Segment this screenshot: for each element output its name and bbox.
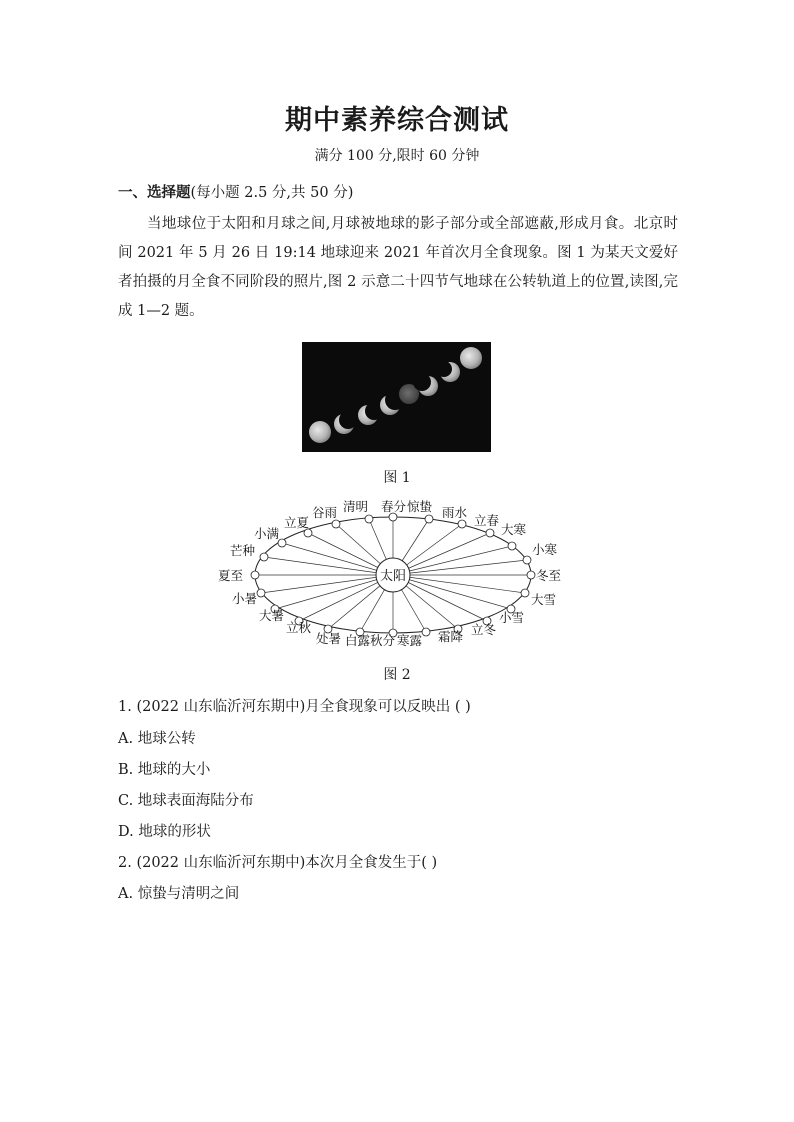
question-1-option-c: C. 地球表面海陆分布	[118, 793, 254, 809]
question-2-option-a: A. 惊蛰与清明之间	[118, 886, 240, 902]
term-lichun: 立春	[474, 513, 500, 528]
moon-phase-8	[460, 347, 482, 369]
moon-phase-1	[309, 421, 331, 443]
exam-subtitle: 满分 100 分,限时 60 分钟	[314, 148, 480, 164]
question-2-stem: 2. (2022 山东临沂河东期中)本次月全食发生于( )	[118, 855, 438, 871]
term-xiaoshu: 小暑	[232, 591, 258, 606]
term-mangzhong: 芒种	[230, 543, 256, 558]
question-1-option-b: B. 地球的大小	[118, 762, 211, 778]
term-xiazhi: 夏至	[218, 568, 244, 583]
term-bailu: 白露	[345, 633, 371, 648]
section-label: 一、选择题	[118, 185, 191, 201]
sun-label: 太阳	[379, 569, 407, 584]
reading-passage: 当地球位于太阳和月球之间,月球被地球的影子部分或全部遮蔽,形成月食。北京时间 2021 年 5 月 26 日 19:14 地球迎来 2021 年首次月全食现象。图 1 为某天文爱好者拍摄的月全食不同阶段的照片,图 2 示意二十四节气地球在公转轨道上的位置,读图,完成 1—2 题。	[118, 216, 678, 319]
term-lixia: 立夏	[284, 515, 310, 530]
lunar-eclipse-photo	[302, 342, 491, 452]
term-xiaohan: 小寒	[532, 542, 558, 557]
question-1-option-a: A. 地球公转	[118, 731, 196, 747]
term-chunfen: 春分	[381, 499, 407, 514]
figure-2-caption: 图 2	[383, 667, 411, 683]
term-xiaoxue: 小雪	[499, 610, 525, 625]
term-shuangjiang: 霜降	[438, 629, 464, 644]
term-lidong: 立冬	[471, 622, 497, 637]
term-dahan: 大寒	[501, 522, 527, 537]
term-dashu: 大暑	[259, 608, 285, 623]
term-liqiu: 立秋	[286, 620, 312, 635]
term-chushu: 处暑	[316, 631, 342, 646]
question-1-stem: 1. (2022 山东临沂河东期中)月全食现象可以反映出 ( )	[118, 699, 471, 715]
figure-1-caption: 图 1	[383, 470, 411, 486]
page-title: 期中素养综合测试	[285, 105, 509, 136]
term-qingming: 清明	[343, 499, 369, 514]
term-yushui: 雨水	[442, 505, 468, 520]
term-guyu: 谷雨	[312, 505, 338, 520]
term-jingzhe: 惊蛰	[407, 499, 433, 514]
term-daxue: 大雪	[531, 592, 557, 607]
solar-terms-orbit-diagram	[212, 493, 582, 653]
term-qiufen: 秋分	[370, 633, 396, 648]
term-dongzhi: 冬至	[536, 568, 562, 583]
term-xiaoman: 小满	[254, 526, 280, 541]
section-note: (每小题 2.5 分,共 50 分)	[190, 185, 354, 201]
section-heading	[118, 181, 353, 202]
term-hanlu: 寒露	[397, 633, 423, 648]
question-1-option-d: D. 地球的形状	[118, 824, 211, 840]
